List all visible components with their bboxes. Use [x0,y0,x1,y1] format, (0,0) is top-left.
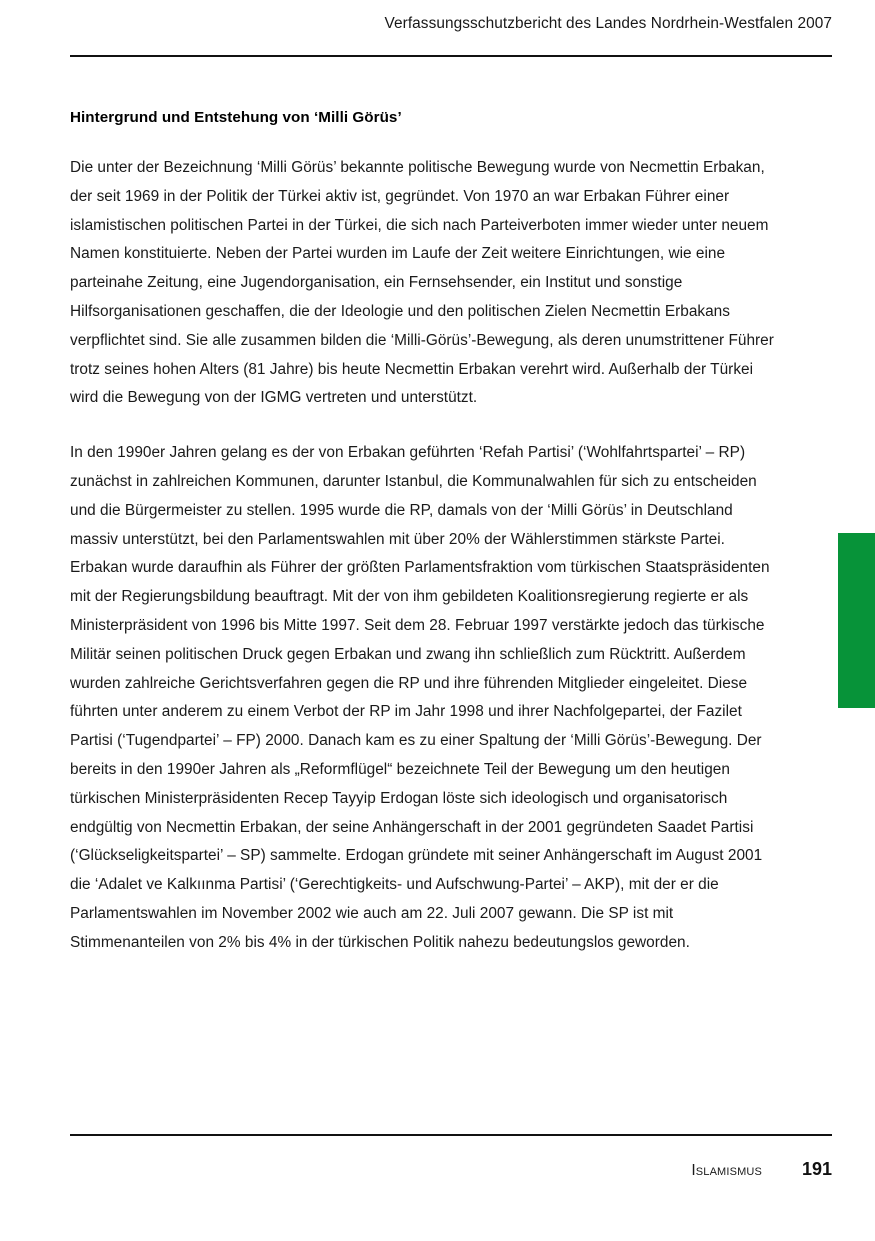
page-content-column [70,108,784,958]
body-paragraph-1: Die unter der Bezeichnung ‘Milli Görüs’ bekannte politische Bewegung wurde von Necmettin Erbakan, der seit 1969 in der Politik der Türkei aktiv ist, gegründet. Von 1970 an war Erbakan Führer einer islamistischen politischen Partei in der Türkei, die sich nach Parteiverboten immer wieder unter neuem Namen konstituierte. Neben der Partei wurden im Laufe der Zeit weitere Einrichtungen, wie eine parteinahe Zeitung, eine Jugendorganisation, ein Fernsehsender, ein Institut und sonstige Hilfsorganisationen geschaffen, die der Ideologie und den politischen Zielen Necmettin Erbakans verpflichtet sind. Sie alle zusammen bilden die ‘Milli-Görüs’-Bewegung, als deren unumstrittener Führer trotz seines hohen Alters (81 Jahre) bis heute Necmettin Erbakan verehrt wird. Außerhalb der Türkei wird die Bewegung von der IGMG vertreten und unterstützt. [70,159,774,407]
body-paragraph-2: In den 1990er Jahren gelang es der von Erbakan geführten ‘Refah Partisi’ (‘Wohlfahrtspartei’ – RP) zunächst in zahlreichen Kommunen, darunter Istanbul, die Kommunalwahlen für sich zu entscheiden und die Bürgermeister zu stellen. 1995 wurde die RP, damals von der ‘Milli Görüs’ in Deutschland massiv unterstützt, bei den Parlamentswahlen mit über 20% der Wählerstimmen stärkste Partei. Erbakan wurde daraufhin als Führer der größten Parlamentsfraktion vom türkischen Staatspräsidenten mit der Regierungsbildung beauftragt. Mit der von ihm gebildeten Koalitionsregierung regierte er als Ministerpräsident von 1996 bis Mitte 1997. Seit dem 28. Februar 1997 verstärkte jedoch das türkische Militär seinen politischen Druck gegen Erbakan und zwang ihn schließlich zum Rücktritt. Außerdem wurden zahlreiche Gerichtsverfahren gegen die RP und ihre führenden Mitglieder eingeleitet. Diese führten unter anderem zu einem Verbot der RP im Jahr 1998 und ihrer Nachfolgepartei, der Fazilet Partisi (‘Tugendpartei’ – FP) 2000. Danach kam es zu einer Spaltung der ‘Milli Görüs’-Bewegung. Der bereits in den 1990er Jahren als „Reformflügel“ bezeichnete Teil der Bewegung um den heutigen türkischen Ministerpräsidenten Recep Tayyip Erdogan löste sich ideologisch und organisatorisch endgültig von Necmettin Erbakan, der seine Anhängerschaft in der 2001 gegründeten Saadet Partisi (‘Glückseligkeitspartei’ – SP) sammelte. Erdogan gründete mit seiner Anhängerschaft im August 2001 die ‘Adalet ve Kalkıınma Partisi’ (‘Gerechtigkeits- und Aufschwung-Partei’ – AKP), mit der er die Parlamentswahlen im November 2002 wie auch am 22. Juli 2007 gewann. Die SP ist mit Stimmenanteilen von 2% bis 4% in der türkischen Politik nahezu bedeutungslos geworden. [70,444,770,951]
section-heading: Hintergrund und Entstehung von ‘Milli Görüs’ [70,109,402,126]
running-header-title: Verfassungsschutzbericht des Landes Nordrhein-Westfalen 2007 [384,15,832,32]
page-footer [70,1159,832,1180]
footer-divider-rule [70,1134,832,1136]
header-divider-rule [70,55,832,57]
green-edge-tab-marker [838,533,875,708]
footer-section-label: Islamismus [691,1162,762,1179]
footer-page-number: 191 [801,1159,832,1179]
